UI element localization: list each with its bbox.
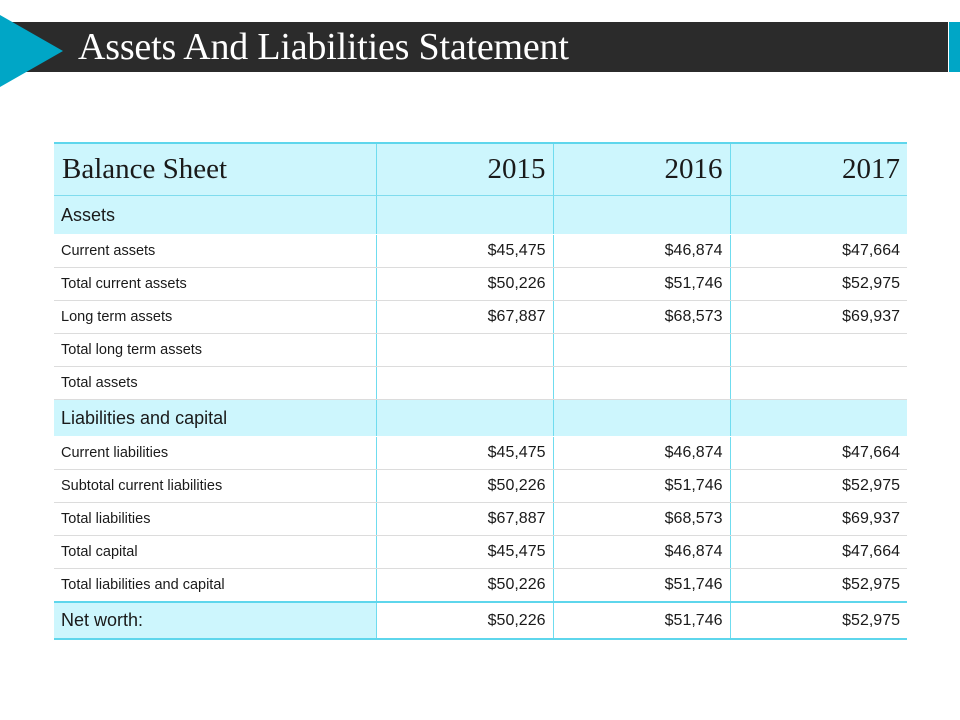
value-cell xyxy=(376,367,553,400)
row-label: Total liabilities and capital xyxy=(54,569,376,603)
table-row xyxy=(54,301,907,334)
header-year-2017: 2017 xyxy=(730,143,907,196)
header-balance-sheet: Balance Sheet xyxy=(54,143,376,196)
value-cell: $51,746 xyxy=(553,569,730,603)
value-cell: $67,887 xyxy=(376,503,553,536)
table-row xyxy=(54,503,907,536)
row-label: Total assets xyxy=(54,367,376,400)
value-cell: $52,975 xyxy=(730,569,907,603)
value-cell: $50,226 xyxy=(376,569,553,603)
row-label: Total long term assets xyxy=(54,334,376,367)
row-label: Total capital xyxy=(54,536,376,569)
value-cell: $47,664 xyxy=(730,536,907,569)
table-row xyxy=(54,470,907,503)
value-cell xyxy=(730,334,907,367)
net-worth-row xyxy=(54,602,907,639)
page-title: Assets And Liabilities Statement xyxy=(78,26,569,68)
value-cell xyxy=(376,334,553,367)
row-label: Long term assets xyxy=(54,301,376,334)
value-cell: $69,937 xyxy=(730,503,907,536)
value-cell: $47,664 xyxy=(730,437,907,470)
value-cell: $46,874 xyxy=(553,235,730,268)
section-cell xyxy=(730,400,907,437)
value-cell xyxy=(553,367,730,400)
table-row xyxy=(54,334,907,367)
value-cell: $46,874 xyxy=(553,437,730,470)
section-cell xyxy=(730,196,907,235)
net-worth-value: $50,226 xyxy=(376,602,553,639)
value-cell: $68,573 xyxy=(553,503,730,536)
value-cell: $45,475 xyxy=(376,235,553,268)
value-cell xyxy=(730,367,907,400)
value-cell: $45,475 xyxy=(376,437,553,470)
right-accent-bar xyxy=(949,22,960,72)
title-arrow-decoration xyxy=(0,15,63,87)
section-cell xyxy=(553,196,730,235)
table-row xyxy=(54,268,907,301)
value-cell: $67,887 xyxy=(376,301,553,334)
value-cell: $50,226 xyxy=(376,470,553,503)
header-year-2015: 2015 xyxy=(376,143,553,196)
row-label: Total current assets xyxy=(54,268,376,301)
section-label-assets: Assets xyxy=(54,196,376,235)
table-row xyxy=(54,536,907,569)
value-cell: $52,975 xyxy=(730,470,907,503)
row-label: Current liabilities xyxy=(54,437,376,470)
row-label: Total liabilities xyxy=(54,503,376,536)
table-row xyxy=(54,235,907,268)
header-year-2016: 2016 xyxy=(553,143,730,196)
row-label: Current assets xyxy=(54,235,376,268)
table-header-row xyxy=(54,143,907,196)
table-row xyxy=(54,367,907,400)
value-cell xyxy=(553,334,730,367)
table-row xyxy=(54,437,907,470)
table-row xyxy=(54,569,907,603)
value-cell: $51,746 xyxy=(553,268,730,301)
value-cell: $51,746 xyxy=(553,470,730,503)
section-cell xyxy=(376,196,553,235)
net-worth-value: $51,746 xyxy=(553,602,730,639)
value-cell: $47,664 xyxy=(730,235,907,268)
value-cell: $68,573 xyxy=(553,301,730,334)
value-cell: $52,975 xyxy=(730,268,907,301)
section-row-assets xyxy=(54,196,907,235)
value-cell: $50,226 xyxy=(376,268,553,301)
balance-sheet-table xyxy=(54,142,907,640)
section-cell xyxy=(553,400,730,437)
value-cell: $46,874 xyxy=(553,536,730,569)
row-label: Subtotal current liabilities xyxy=(54,470,376,503)
value-cell: $69,937 xyxy=(730,301,907,334)
section-row-liabilities xyxy=(54,400,907,437)
section-label-liabilities: Liabilities and capital xyxy=(54,400,376,437)
section-cell xyxy=(376,400,553,437)
net-worth-value: $52,975 xyxy=(730,602,907,639)
net-worth-label: Net worth: xyxy=(54,602,376,639)
value-cell: $45,475 xyxy=(376,536,553,569)
